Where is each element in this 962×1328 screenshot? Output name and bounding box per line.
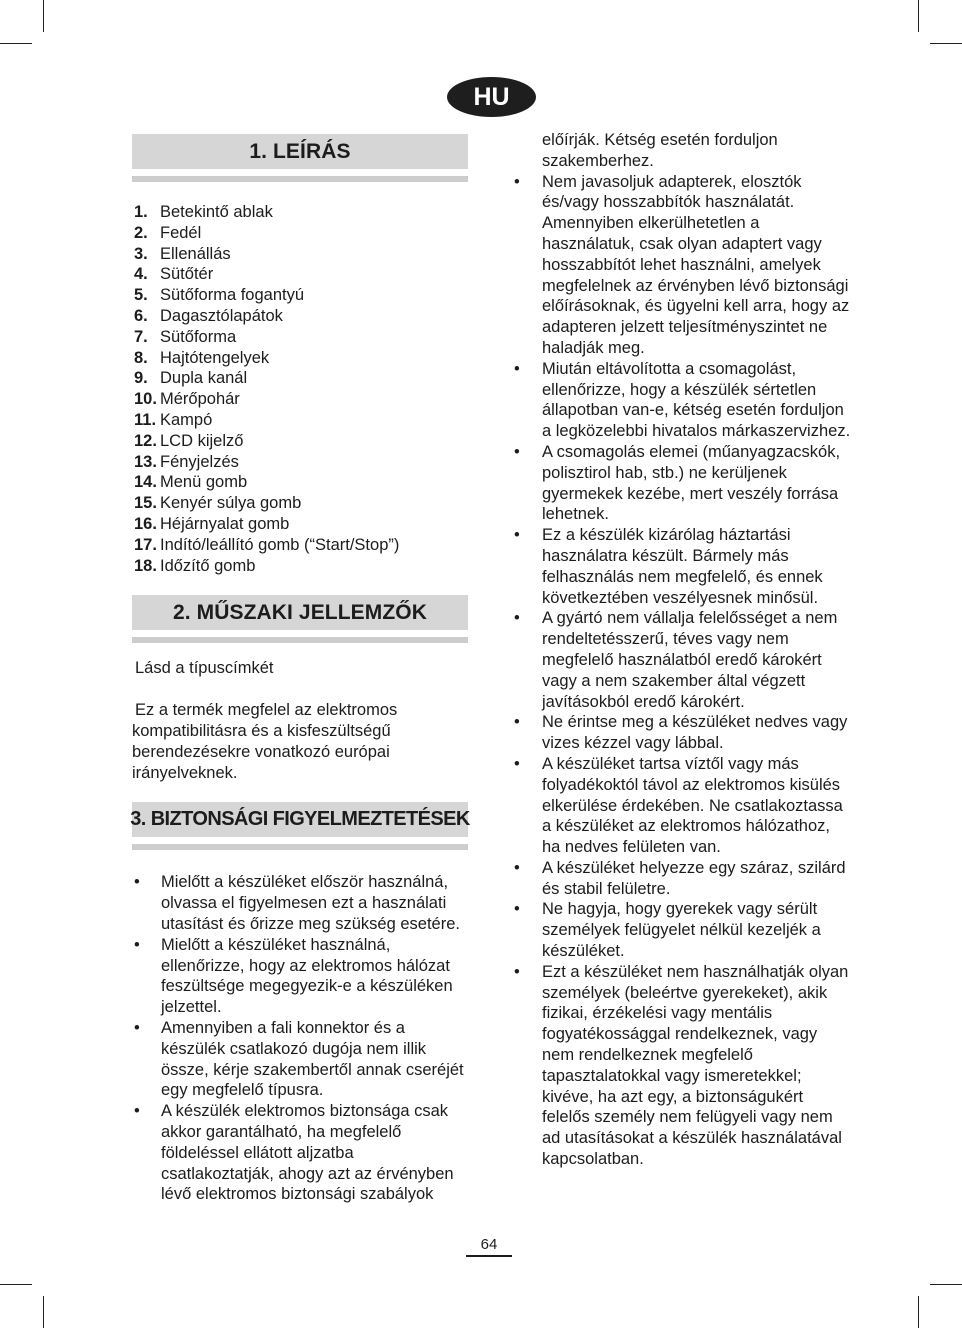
safety-list-left — [132, 872, 467, 1205]
page-number: 64 — [466, 1236, 512, 1257]
list-item: • Mielőtt a készüléket használná, ellenőrizze, hogy az elektromos hálózat feszültsége megegyezik-e a készüléken jelzettel. — [134, 935, 453, 1017]
safety-list-right — [512, 130, 852, 1170]
right-column — [512, 130, 852, 1170]
bullet-icon: • — [514, 754, 520, 773]
section-safety-header — [132, 802, 468, 850]
bullet-icon: • — [514, 359, 520, 378]
section-title: 3. BIZTONSÁGI FIGYELMEZTETÉSEK — [132, 802, 468, 837]
bullet-icon: • — [134, 1018, 140, 1037]
bullet-icon: • — [514, 526, 520, 545]
crop-mark — [0, 43, 32, 44]
list-item: 16. Héjárnyalat gomb — [134, 514, 290, 533]
bullet-icon: • — [514, 962, 520, 981]
list-item: 8. Hajtótengelyek — [134, 348, 270, 367]
bullet-icon: • — [514, 713, 520, 732]
list-item: • A készüléket tartsa víztől vagy más folyadékoktól távol az elektromos kisülés elkerülése érdekében. Ne csatlakoztassa a készüléket az elektromos hálózathoz, ha nedves felületen van. — [514, 754, 843, 857]
list-item: • A gyártó nem vállalja felelősséget a nem rendeltetésszerű, téves vagy nem megfelelő használatból eredő károkért vagy a nem szakember által végzett javításokból eredő károkért. — [514, 609, 838, 711]
bullet-icon: • — [134, 1102, 140, 1121]
list-item: 10. Mérőpohár — [134, 390, 240, 409]
crop-mark — [0, 1284, 32, 1285]
list-item: • Ne hagyja, hogy gyerekek vagy sérült személyek felügyelet nélkül kezeljék a készüléket. — [514, 900, 821, 961]
language-badge: HU — [447, 77, 536, 117]
list-item: • A csomagolás elemei (műanyagzacskók, polisztirol hab, stb.) ne kerüljenek gyermekek kezébe, mert veszély forrása lehetnek. — [514, 442, 841, 524]
list-item: 12. LCD kijelző — [134, 431, 244, 450]
parts-list — [132, 202, 468, 576]
bullet-icon: • — [514, 858, 520, 877]
crop-mark — [43, 1296, 44, 1328]
crop-mark — [918, 1296, 919, 1328]
list-item: 14. Menü gomb — [134, 473, 248, 492]
list-item: 7. Sütőforma — [134, 327, 237, 346]
crop-mark — [930, 43, 962, 44]
section-title: 2. MŰSZAKI JELLEMZŐK — [132, 595, 468, 630]
bullet-icon: • — [514, 172, 520, 191]
bullet-icon: • — [514, 442, 520, 461]
list-item: 5. Sütőforma fogantyú — [134, 286, 305, 305]
crop-mark — [930, 1284, 962, 1285]
bullet-icon: • — [514, 900, 520, 919]
bullet-icon: • — [134, 935, 140, 954]
crop-mark — [918, 0, 919, 32]
crop-mark — [43, 0, 44, 32]
list-item: • Nem javasoljuk adapterek, elosztók és/vagy hosszabbítók használatát. Amennyiben elkerülhetetlen a használatuk, csak olyan adaptert vagy hosszabbítót lehet használni, amelyek megfelelnek az érvényben lévő biztonsági előírásoknak, és ügyelni kell arra, hogy az adapteren jelzett teljesítményszintet ne haladják meg. — [514, 172, 850, 357]
list-item: 17. Indító/leállító gomb (“Start/Stop”) — [134, 535, 400, 554]
list-item: 18. Időzítő gomb — [134, 556, 256, 575]
list-item: • Ez a készülék kizárólag háztartási használatra készült. Bármely más felhasználás nem megfelelő, és ennek következtében veszélyesnek minősül. — [514, 526, 823, 607]
list-item: • A készülék elektromos biztonsága csak akkor garantálható, ha megfelelő földeléssel ellátott aljzatba csatlakoztatják, ahogy azt az érvényben lévő elektromos biztonsági szabályok — [134, 1102, 454, 1204]
section-specs-header — [132, 595, 468, 643]
bullet-icon: • — [134, 873, 140, 892]
bullet-icon: • — [514, 609, 520, 628]
compliance-statement: Ez a termék megfelel az elektromos kompatibilitásra és a kisfeszültségű berendezésekre vonatkozó európai irányelveknek. — [132, 701, 398, 783]
list-item: 3. Ellenállás — [134, 244, 231, 263]
list-item: • A készüléket helyezze egy száraz, szilárd és stabil felületre. — [514, 858, 846, 898]
list-item-continuation: előírják. Kétség esetén forduljon szakemberhez. — [542, 131, 778, 170]
list-item: 4. Sütőtér — [134, 265, 214, 284]
list-item: • Miután eltávolította a csomagolást, ellenőrizze, hogy a készülék sértetlen állapotban van-e, kétség esetén forduljon a legközelebbi hivatalos márkaszervizhez. — [514, 359, 851, 441]
list-item: 6. Dagasztólapátok — [134, 306, 283, 325]
list-item: 13. Fényjelzés — [134, 452, 239, 471]
list-item: 9. Dupla kanál — [134, 369, 248, 388]
list-item: • Mielőtt a készüléket először használná, olvassa el figyelmesen ezt a használati utasítást és őrizze meg szükség esetére. — [134, 873, 460, 933]
list-item: 15. Kenyér súlya gomb — [134, 494, 302, 513]
list-item: 2. Fedél — [134, 223, 202, 242]
section-divider — [132, 637, 468, 643]
list-item: • Ezt a készüléket nem használhatják olyan személyek (beleértve gyerekeket), akik fizikai, érzékelési vagy mentális fogyatékossággal rendelkeznek, vagy nem rendelkeznek megfelelő tapasztalatokkal vagy ismeretekkel; kivéve, ha azt egy, a biztonságukért felelős személy nem felügyeli vagy nem ad utasításokat a készülék használatával kapcsolatban. — [514, 962, 849, 1169]
rating-label-note: Lásd a típuscímkét — [135, 659, 274, 678]
list-item: • Amennyiben a fali konnektor és a készülék csatlakozó dugója nem illik össze, kérje szakembertől annak cseréjét egy megfelelő típusra. — [134, 1018, 464, 1100]
left-column — [132, 134, 468, 1205]
section-description-header — [132, 134, 468, 182]
section-divider — [132, 844, 468, 850]
list-item: 1. Betekintő ablak — [134, 203, 273, 221]
list-item: • Ne érintse meg a készüléket nedves vagy vizes kézzel vagy lábbal. — [514, 713, 848, 753]
list-item: 11. Kampó — [134, 410, 213, 429]
section-divider — [132, 176, 468, 182]
section-title: 1. LEÍRÁS — [132, 134, 468, 169]
